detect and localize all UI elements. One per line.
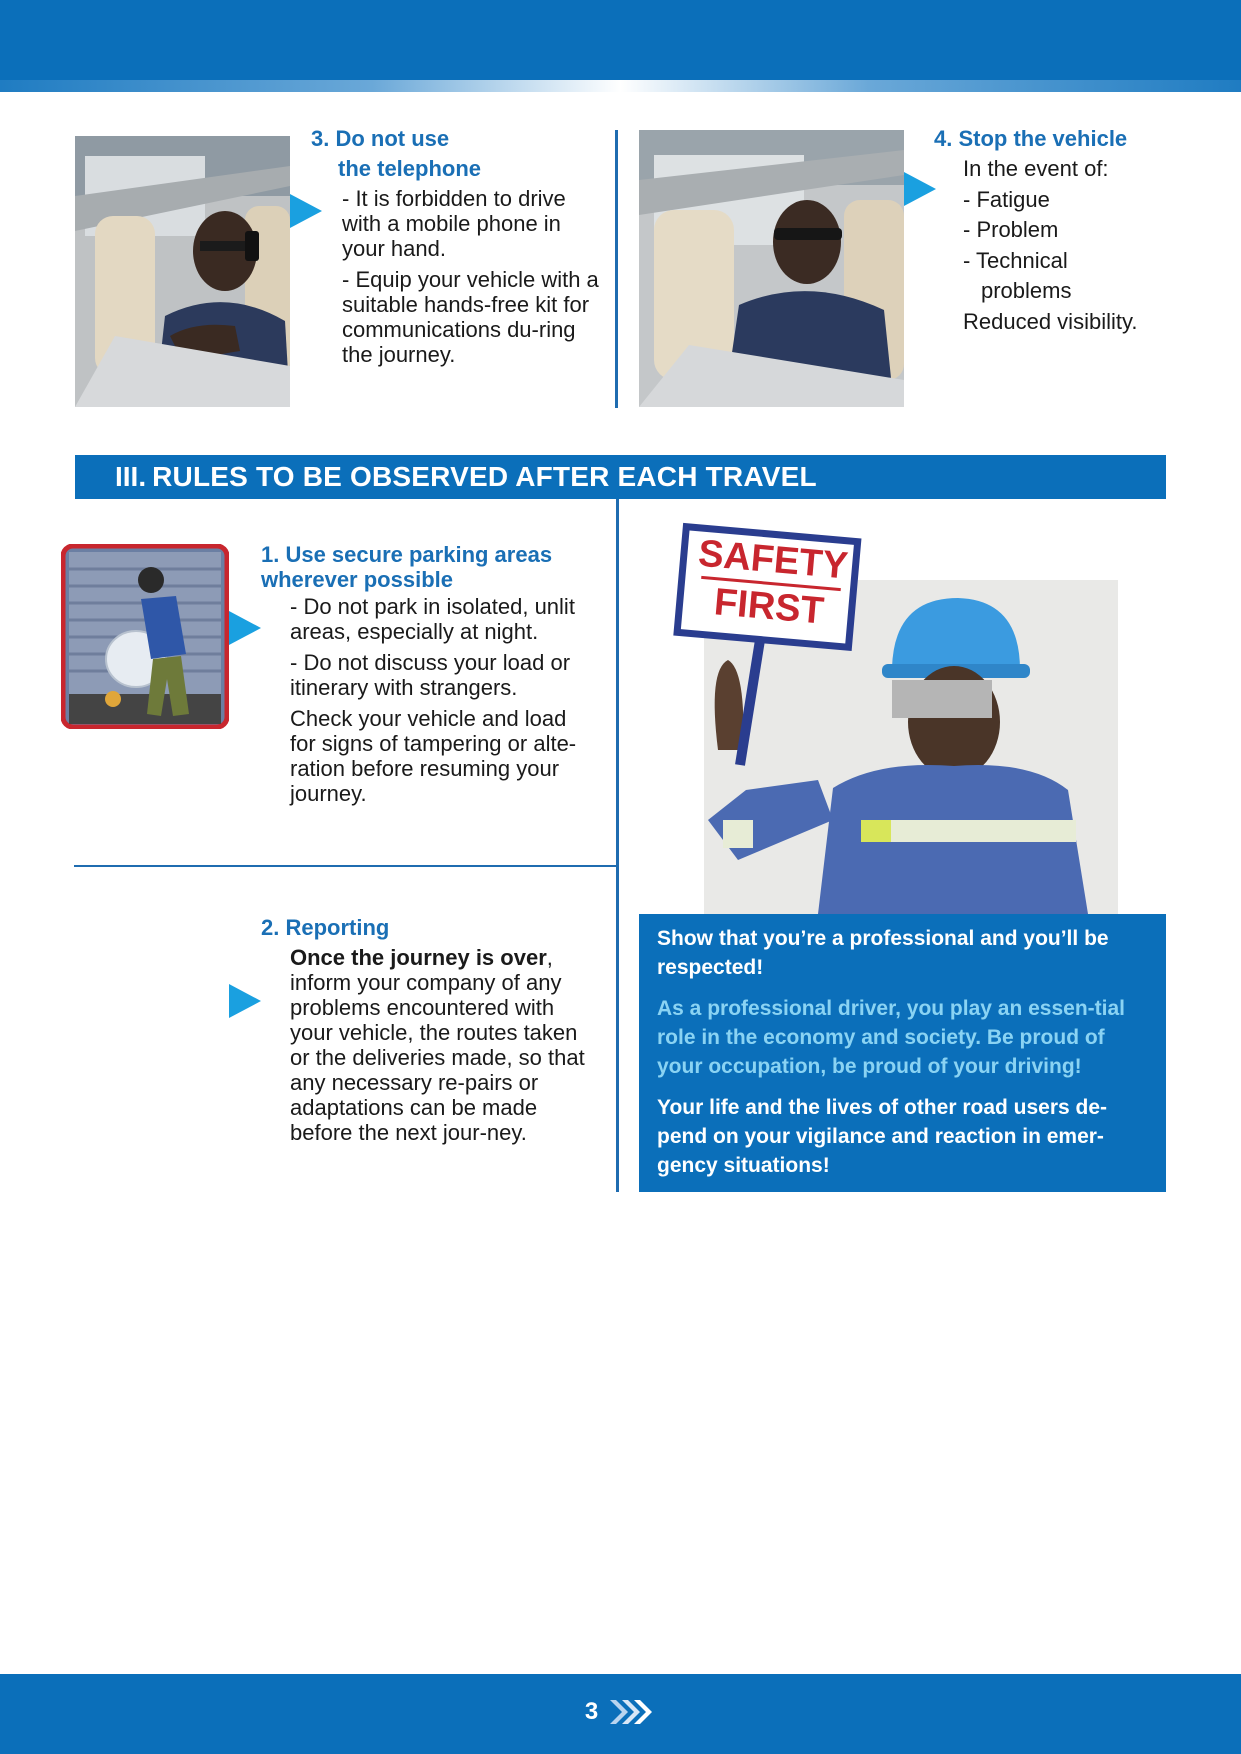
rule-4-line: In the event of:	[963, 156, 1109, 181]
reporting-text	[290, 945, 590, 1145]
face-redaction	[892, 680, 992, 718]
parking-item: Check your vehicle and load for signs of tampering or alte-ration before resuming your journey.	[290, 706, 577, 806]
rule-3-title-line2: the telephone	[338, 156, 482, 181]
parking-block	[261, 542, 601, 806]
reporting-title: 2. Reporting	[261, 915, 390, 940]
parking-title: 1. Use secure parking areas wherever possible	[261, 542, 553, 592]
rule-3-item: - It is forbidden to drive with a mobile phone in your hand.	[342, 186, 566, 261]
driver-sunglasses-photo	[639, 130, 904, 407]
safety-worker-photo	[668, 520, 1118, 914]
safety-sign	[686, 531, 855, 636]
driver-phone-photo	[75, 136, 290, 407]
parking-item: - Do not park in isolated, unlit areas, especially at night.	[290, 594, 575, 644]
rule-4-line: - Fatigue	[963, 186, 1050, 212]
rule-4-title: 4. Stop the vehicle	[934, 126, 1128, 151]
rule-3-item: - Equip your vehicle with a suitable hands-free kit for communications du-ring the journey.	[342, 267, 599, 367]
section-number: III.	[115, 461, 147, 492]
parking-item: - Do not discuss your load or itinerary with strangers.	[290, 650, 571, 700]
row-divider	[74, 865, 618, 867]
header-band	[0, 0, 1241, 80]
rule-4-line: - Problem	[963, 217, 1059, 242]
rule-4-block	[934, 124, 1174, 337]
page-number-text: 3	[584, 1698, 599, 1725]
chevrons-icon	[608, 1697, 656, 1727]
theft-illustration	[61, 544, 229, 729]
arrow-icon	[229, 984, 261, 1018]
page-number	[0, 1692, 1241, 1732]
header-gradient-strip	[0, 80, 1241, 92]
info-paragraph-2: As a professional driver, you play an essen-tial role in the economy and society. Be proud of your occupation, be proud of your driving!	[657, 997, 1126, 1078]
rule-4-line: problems	[981, 278, 1072, 303]
safety-sign-line2: FIRST	[712, 581, 826, 633]
rule-3-title-line1: 3. Do not use	[311, 126, 450, 151]
reporting-bold-lead: Once the journey is over	[290, 945, 547, 970]
rule-4-line: - Technical	[963, 247, 1068, 273]
info-box	[639, 914, 1166, 1192]
column-divider-top	[615, 130, 618, 408]
reporting-block	[261, 913, 601, 1145]
section-banner	[75, 455, 1166, 499]
rule-4-line: Reduced visibility.	[963, 308, 1138, 334]
info-paragraph-1: Show that you’re a professional and you’ll be respected!	[657, 927, 1109, 979]
safety-sign-line1: SAFETY	[696, 532, 850, 588]
info-paragraph-3: Your life and the lives of other road users de-pend on your vigilance and reaction in emer-gency situations!	[657, 1096, 1108, 1177]
arrow-icon	[229, 611, 261, 645]
section-title: RULES TO BE OBSERVED AFTER EACH TRAVEL	[152, 461, 817, 492]
rule-3-block	[311, 124, 611, 367]
column-divider-bottom	[616, 499, 619, 1192]
reporting-body: , inform your company of any problems encountered with your vehicle, the routes taken or the deliveries made, so that any necessary re-pairs or adaptations can be made before the next jour-ney.	[290, 945, 585, 1145]
arrow-icon	[904, 172, 936, 206]
